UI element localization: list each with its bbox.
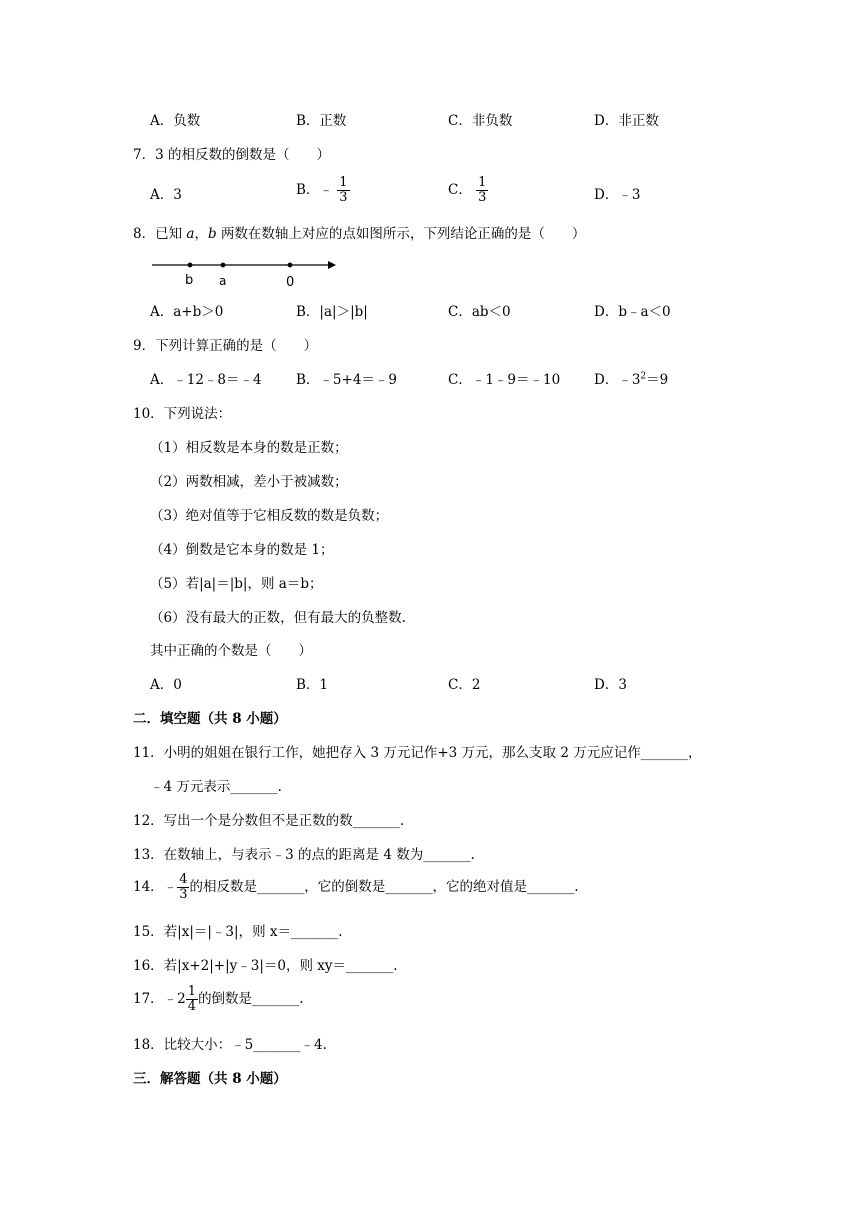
q17-fraction [186,985,198,1014]
number-line-arrow-icon [328,261,336,269]
q17-numerator: 1 [187,984,197,999]
q6-option-c: C．非负数 [448,113,513,129]
q9-option-a: A．﹣12﹣8＝﹣4 [150,372,262,388]
q16-text: 16．若|x+2|+|y﹣3|＝0，则 xy＝_______. [133,958,398,974]
q8-stem-part2: ， [194,226,208,242]
q7-option-c [448,176,488,205]
q9-stem-row [0,336,860,362]
q15-row [0,922,860,948]
q14-denominator: 3 [179,887,188,902]
q17-row [0,985,860,1021]
q17-text [133,985,304,1014]
q8-option-c: C．ab＜0 [448,304,511,320]
q7-option-a: A．3 [150,187,182,203]
q10-item-4: （4）倒数是它本身的数是 1； [150,542,334,558]
q7-option-c-denominator: 3 [478,190,487,205]
q10-option-c: C．2 [448,677,481,693]
q9-options [0,370,860,396]
q10-option-a: A．0 [150,677,182,693]
q8-option-b: B．|a|＞|b| [296,304,368,320]
q18-row [0,1035,860,1061]
q8-stem-row [0,224,860,250]
section-2-heading-row [0,709,860,735]
q7-option-d: D．﹣3 [594,187,641,203]
q10-item [0,608,860,634]
q7-option-b-numerator: 1 [339,175,348,190]
q11-line-1: 11．小明的姐姐在银行工作，她把存入 3 万元记作+3 万元，那么支取 2 万元应记作_______， [133,745,702,761]
q10-item [0,540,860,566]
q18-text: 18．比较大小：﹣5_______﹣4. [133,1037,327,1053]
q9-option-d-prefix: D．﹣3 [594,372,641,388]
q10-item-5: （5）若|a|＝|b|，则 a＝b； [150,576,323,592]
q10-stem-row [0,404,860,430]
label-b: b [185,273,194,288]
q10-item [0,506,860,532]
q13-row [0,845,860,871]
q10-item-2: （2）两数相减，差小于被减数； [150,474,348,490]
q6-option-a: A．负数 [150,113,201,129]
q14-row [0,873,860,909]
q12-text: 12．写出一个是分数但不是正数的数_______. [133,813,405,829]
q9-option-d-exponent: 2 [640,371,647,382]
section-3-heading-row [0,1069,860,1095]
q11-line-2: ﹣4 万元表示_______. [150,779,282,795]
q10-item-1: （1）相反数是本身的数是正数； [150,440,348,456]
q7-option-b-prefix: B．﹣ [296,182,333,198]
q17-prefix: 17．﹣2 [133,991,186,1007]
q7-stem-row [0,145,860,171]
q8-stem-a: a [186,226,195,242]
q7-stem: 7．3 的相反数的倒数是（ ） [133,147,330,163]
q10-option-d: D．3 [594,677,627,693]
q10-ask-row [0,641,860,667]
q6-option-d: D．非正数 [594,113,659,129]
q7-option-b [296,176,350,205]
q11-row-1 [0,743,860,769]
q13-text: 13．在数轴上，与表示﹣3 的点的距离是 4 数为_______. [133,847,475,863]
q14-prefix: 14．﹣ [133,879,178,895]
q10-ask: 其中正确的个数是（ ） [150,643,312,659]
q9-stem: 9．下列计算正确的是（ ） [133,338,318,354]
point-zero [288,263,293,268]
section-2-heading: 二．填空题（共 8 小题） [133,711,287,727]
section-3-heading: 三．解答题（共 8 小题） [133,1071,287,1087]
q10-options [0,675,860,701]
q9-option-b: B．﹣5+4＝﹣9 [296,372,397,388]
q10-item [0,438,860,464]
q10-item [0,472,860,498]
q14-fraction [177,873,189,902]
q7-option-c-prefix: C． [448,182,472,198]
q7-option-b-fraction [337,176,349,205]
q8-option-d: D．b﹣a＜0 [594,304,671,320]
q8-stem [133,224,585,244]
q10-item-3: （3）绝对值等于它相反数的数是负数； [150,508,389,524]
q7-option-c-fraction [476,176,488,205]
q10-item [0,574,860,600]
q9-option-d [594,370,668,390]
q8-stem-b: b [207,226,217,242]
q8-stem-part3: 两数在数轴上对应的点如图所示，下列结论正确的是（ ） [216,226,586,242]
point-b [188,263,193,268]
q17-suffix: 的倒数是_______. [198,991,304,1007]
q10-stem: 10．下列说法： [133,406,232,422]
q10-item-6: （6）没有最大的正数，但有最大的负整数. [150,610,406,626]
q7-options [0,176,860,216]
label-zero: 0 [286,275,295,290]
q11-row-2 [0,777,860,803]
q8-option-a: A．a+b＞0 [150,304,224,320]
q8-options [0,302,860,328]
q17-denominator: 4 [187,999,197,1014]
q8-stem-part1: 8．已知 [133,226,187,242]
q7-option-c-numerator: 1 [478,175,487,190]
q14-numerator: 4 [179,872,188,887]
q10-option-b: B．1 [296,677,329,693]
number-line-figure [150,254,350,292]
q15-text: 15．若|x|＝|﹣3|，则 x＝_______. [133,924,343,940]
q9-option-c: C．﹣1﹣9＝﹣10 [448,372,561,388]
q16-row [0,956,860,982]
q6-option-b: B．正数 [296,113,347,129]
q6-options [0,111,860,137]
q9-option-d-suffix: ＝9 [646,372,669,388]
q14-text [133,873,579,902]
q7-option-b-denominator: 3 [339,190,348,205]
q14-suffix: 的相反数是_______，它的倒数是_______，它的绝对值是_______. [189,879,579,895]
point-a [221,263,226,268]
q12-row [0,811,860,837]
label-a: a [219,274,227,288]
